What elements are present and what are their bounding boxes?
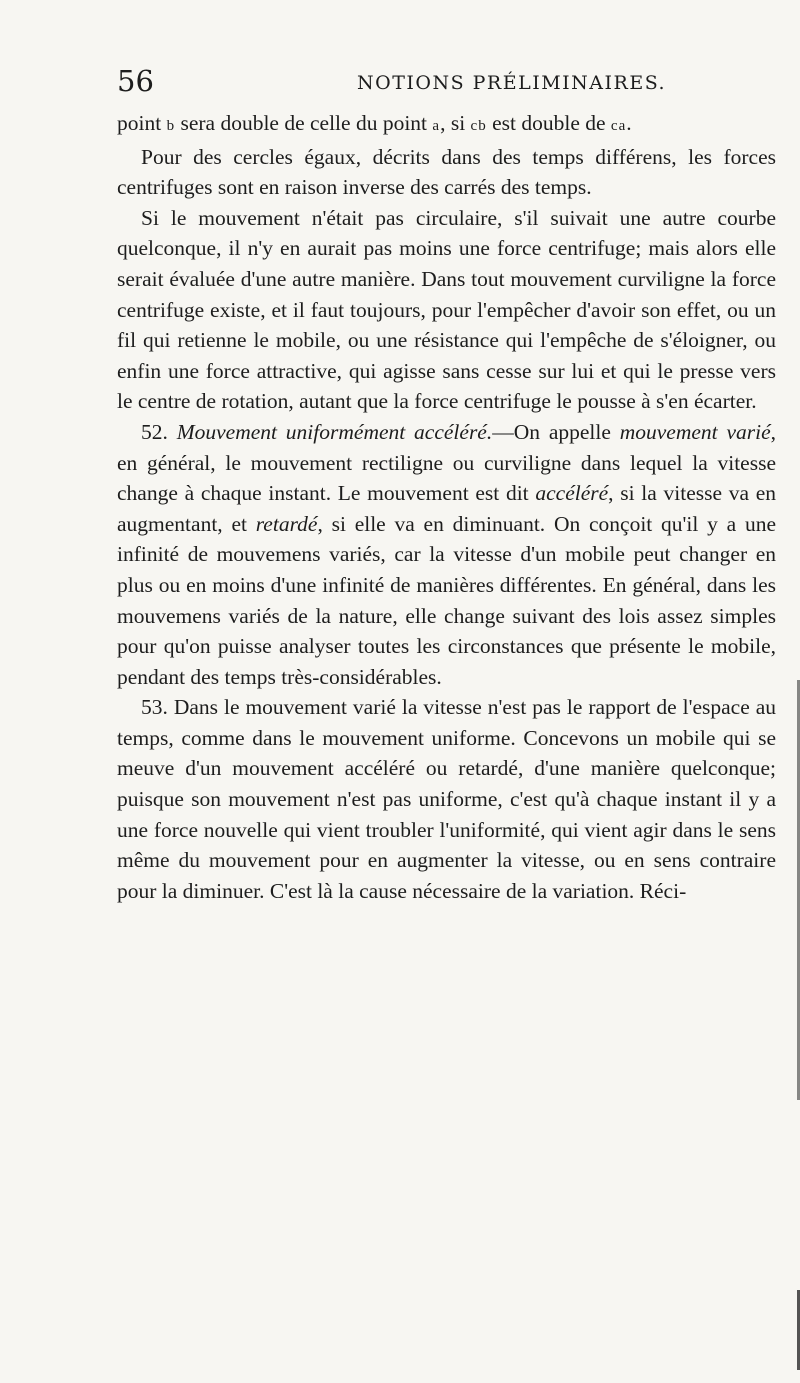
section-title: Mouvement uniformément accéléré.	[176, 419, 493, 444]
page-number: 56	[117, 64, 154, 98]
paragraph-equal-circles: Pour des cercles égaux, décrits dans des temps différens, les forces centrifuges sont en raison inverse des carrés des temps.	[117, 144, 776, 200]
page-header	[117, 64, 777, 100]
paragraph-continuation: point b sera double de celle du point a, si cb est double de ca.	[117, 111, 632, 135]
paragraph-section-53: 53. Dans le mouvement varié la vitesse n'est pas le rapport de l'espace au temps, comme dans le mouvement uniforme. Concevons un mobile qui se meuve d'un mouvement accéléré ou retardé, d'une manière quelconque; puisque son mouvement n'est pas uniforme, c'est qu'à chaque instant il y a une force nouvelle qui vient troubler l'uniformité, qui vient agir dans le sens même du mouvement pour en augmenter la vitesse, ou en sens contraire pour la diminuer. C'est là la cause nécessaire de la variation. Réci-	[117, 695, 777, 903]
paragraph-centrifugal-force: Si le mouvement n'était pas circulaire, s'il suivait une autre courbe quelconque, il n'y en aurait pas moins une force centrifuge; mais alors elle serait évaluée d'une autre manière. Dans tout mouvement curviligne la force centrifuge existe, et il faut toujours, pour l'empêcher d'avoir son effet, ou un fil qui retienne le mobile, ou une résistance qui l'empêche de s'éloigner, ou enfin une force attractive, qui agisse sans cesse sur lui et qui le presse vers le centre de rotation, autant que la force centrifuge le pousse à s'en écarter.	[117, 205, 776, 414]
body-text	[117, 108, 776, 906]
section-number: 53.	[141, 695, 168, 720]
section-number: 52.	[141, 419, 168, 444]
running-title: NOTIONS PRÉLIMINAIRES.	[357, 72, 667, 94]
paragraph-section-52: 52. Mouvement uniformément accéléré.—On appelle mouvement varié, en général, le mouvement rectiligne ou curviligne dans lequel la vitesse change à chaque instant. Le mouvement est dit accéléré, si la vitesse va en augmentant, et retardé, si elle va en diminuant. On conçoit qu'il y a une infinité de mouvemens variés, car la vitesse d'un mobile peut changer en plus ou en moins d'une infinité de manières différentes. En général, dans les mouvemens variés de la nature, elle change suivant des lois assez simples pour qu'on puisse analyser toutes les circonstances que présente le mobile, pendant des temps très-considérables.	[117, 419, 776, 689]
